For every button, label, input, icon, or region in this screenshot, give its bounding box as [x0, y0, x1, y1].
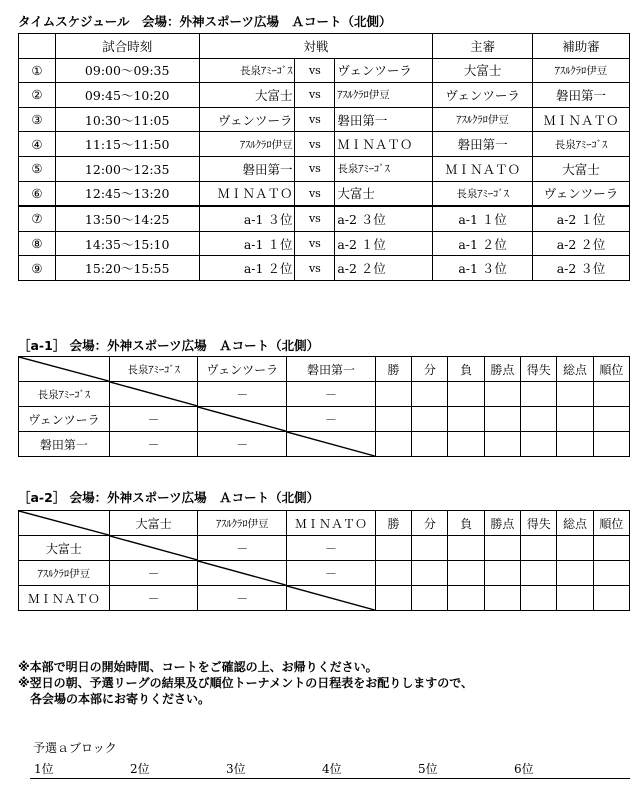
team-row-label: ヴェンツーラ [19, 407, 110, 432]
assistant-team: 磐田第一 [533, 83, 630, 108]
stat-cell [521, 382, 557, 407]
away-team: 長泉ｱﾐｰｺﾞｽ [335, 156, 433, 181]
away-team: a-2 ２位 [335, 256, 433, 281]
stat-header: 総点 [557, 511, 593, 536]
home-team: ＭＩＮＡＴＯ [199, 181, 295, 206]
stat-cell [412, 382, 448, 407]
referee-team: 長泉ｱﾐｰｺﾞｽ [433, 181, 533, 206]
league-a1-title: ［a-1］ 会場：外神スポーツ広場 Ａコート（北側） [18, 338, 320, 353]
result-cell: － [198, 432, 287, 457]
referee-team: a-1 １位 [433, 206, 533, 231]
match-number: ④ [19, 132, 56, 157]
away-team: ｱｽﾙｸﾗﾛ伊豆 [335, 83, 433, 108]
match-time: 12:00～12:35 [55, 156, 199, 181]
match-number: ⑧ [19, 231, 56, 256]
match-number: ⑦ [19, 206, 56, 231]
match-number: ① [19, 58, 56, 83]
stat-cell [448, 561, 484, 586]
match-time: 15:20～15:55 [55, 256, 199, 281]
stat-header: 得失 [521, 357, 557, 382]
result-cell: － [109, 407, 198, 432]
team-row-label: ＭＩＮＡＴＯ [19, 586, 110, 611]
assistant-team: 長泉ｱﾐｰｺﾞｽ [533, 132, 630, 157]
team-row-label: ｱｽﾙｸﾗﾛ伊豆 [19, 561, 110, 586]
schedule-row [19, 156, 630, 181]
stat-cell [557, 536, 593, 561]
self-match-cell [109, 536, 198, 561]
home-team: ヴェンツーラ [199, 107, 295, 132]
away-team: ＭＩＮＡＴＯ [335, 132, 433, 157]
schedule-row [19, 181, 630, 206]
vs-label: vs [295, 107, 335, 132]
schedule-row [19, 256, 630, 281]
team-row-label: 磐田第一 [19, 432, 110, 457]
home-team: a-1 ２位 [199, 256, 295, 281]
result-cell: － [287, 382, 376, 407]
vs-label: vs [295, 256, 335, 281]
match-time: 12:45～13:20 [55, 181, 199, 206]
stat-header: 分 [412, 357, 448, 382]
stat-cell [412, 561, 448, 586]
stat-header: 得失 [521, 511, 557, 536]
stat-header: 負 [448, 357, 484, 382]
result-cell: － [287, 407, 376, 432]
stat-header: 勝点 [484, 511, 520, 536]
league-a2-title: ［a-2］ 会場：外神スポーツ広場 Ａコート（北側） [18, 490, 320, 505]
notes [18, 659, 473, 707]
self-match-cell [287, 432, 376, 457]
home-team: 長泉ｱﾐｰｺﾞｽ [199, 58, 295, 83]
rank-label: 3位 [226, 762, 246, 776]
result-cell: － [109, 586, 198, 611]
league-row [19, 382, 630, 407]
home-team: 磐田第一 [199, 156, 295, 181]
rank-label: 2位 [130, 762, 150, 776]
stat-cell [448, 536, 484, 561]
referee-team: a-1 ３位 [433, 256, 533, 281]
result-cell: － [109, 561, 198, 586]
stat-cell [593, 382, 629, 407]
match-time: 13:50～14:25 [55, 206, 199, 231]
match-time: 14:35～15:10 [55, 231, 199, 256]
away-team: 大富士 [335, 181, 433, 206]
stat-cell [448, 407, 484, 432]
header-match: 対戦 [199, 34, 433, 59]
assistant-team: ヴェンツーラ [533, 181, 630, 206]
result-cell: － [109, 432, 198, 457]
schedule-row [19, 58, 630, 83]
stat-cell [521, 586, 557, 611]
schedule-row [19, 83, 630, 108]
header-time: 試合時刻 [55, 34, 199, 59]
match-time: 10:30～11:05 [55, 107, 199, 132]
schedule-row [19, 206, 630, 231]
stat-cell [521, 407, 557, 432]
rank-label: 5位 [418, 762, 438, 776]
self-match-cell [287, 586, 376, 611]
assistant-team: a-2 ３位 [533, 256, 630, 281]
team-column-header: 長泉ｱﾐｰｺﾞｽ [109, 357, 198, 382]
team-row-label: 長泉ｱﾐｰｺﾞｽ [19, 382, 110, 407]
stat-header: 勝点 [484, 357, 520, 382]
vs-label: vs [295, 231, 335, 256]
referee-team: 磐田第一 [433, 132, 533, 157]
team-column-header: 大富士 [109, 511, 198, 536]
league-row [19, 561, 630, 586]
league-row [19, 536, 630, 561]
vs-label: vs [295, 181, 335, 206]
vs-label: vs [295, 83, 335, 108]
stat-cell [593, 561, 629, 586]
stat-cell [484, 432, 520, 457]
stat-cell [557, 586, 593, 611]
stat-cell [484, 407, 520, 432]
self-match-cell [198, 561, 287, 586]
stat-cell [375, 382, 411, 407]
assistant-team: 大富士 [533, 156, 630, 181]
match-number: ② [19, 83, 56, 108]
team-column-header: ヴェンツーラ [198, 357, 287, 382]
schedule-title: タイムスケジュール 会場：外神スポーツ広場 Ａコート（北側） [18, 14, 392, 29]
team-row-label: 大富士 [19, 536, 110, 561]
schedule-row [19, 132, 630, 157]
stat-cell [484, 536, 520, 561]
assistant-team: ＭＩＮＡＴＯ [533, 107, 630, 132]
stat-cell [484, 586, 520, 611]
header-assistant: 補助審 [533, 34, 630, 59]
rank-line [30, 760, 630, 779]
header-referee: 主審 [433, 34, 533, 59]
schedule-header-row [19, 34, 630, 59]
stat-header: 勝 [375, 357, 411, 382]
match-time: 09:45～10:20 [55, 83, 199, 108]
stat-cell [375, 407, 411, 432]
assistant-team: a-2 ２位 [533, 231, 630, 256]
stat-header: 順位 [593, 511, 629, 536]
stat-cell [375, 536, 411, 561]
stat-cell [448, 432, 484, 457]
stat-cell [375, 586, 411, 611]
home-team: 大富士 [199, 83, 295, 108]
stat-cell [412, 432, 448, 457]
away-team: ヴェンツーラ [335, 58, 433, 83]
corner-cell [19, 511, 110, 536]
schedule-row [19, 107, 630, 132]
result-cell: － [198, 382, 287, 407]
team-column-header: ＭＩＮＡＴＯ [287, 511, 376, 536]
stat-cell [412, 407, 448, 432]
stat-cell [375, 432, 411, 457]
team-column-header: 磐田第一 [287, 357, 376, 382]
stat-header: 勝 [375, 511, 411, 536]
match-number: ⑥ [19, 181, 56, 206]
assistant-team: ｱｽﾙｸﾗﾛ伊豆 [533, 58, 630, 83]
assistant-team: a-2 １位 [533, 206, 630, 231]
block-title: 予選ａブロック [33, 741, 117, 755]
rank-label: 4位 [322, 762, 342, 776]
match-time: 09:00～09:35 [55, 58, 199, 83]
stat-cell [484, 561, 520, 586]
stat-cell [521, 432, 557, 457]
stat-cell [593, 586, 629, 611]
league-row [19, 586, 630, 611]
league-row [19, 432, 630, 457]
stat-header: 順位 [593, 357, 629, 382]
note-line: 各会場の本部にお寄りください。 [18, 692, 211, 706]
stat-cell [448, 586, 484, 611]
team-column-header: ｱｽﾙｸﾗﾛ伊豆 [198, 511, 287, 536]
stat-cell [593, 407, 629, 432]
match-number: ⑨ [19, 256, 56, 281]
rank-label: 6位 [514, 762, 534, 776]
stat-cell [557, 432, 593, 457]
league-row [19, 407, 630, 432]
match-number: ③ [19, 107, 56, 132]
rank-label: 1位 [34, 762, 54, 776]
home-team: ｱｽﾙｸﾗﾛ伊豆 [199, 132, 295, 157]
referee-team: ヴェンツーラ [433, 83, 533, 108]
stat-cell [412, 586, 448, 611]
stat-cell [521, 536, 557, 561]
header-no [19, 34, 56, 59]
vs-label: vs [295, 132, 335, 157]
stat-header: 総点 [557, 357, 593, 382]
self-match-cell [198, 407, 287, 432]
stat-header: 分 [412, 511, 448, 536]
away-team: 磐田第一 [335, 107, 433, 132]
stat-cell [557, 382, 593, 407]
stat-cell [412, 536, 448, 561]
stat-header: 負 [448, 511, 484, 536]
schedule-row [19, 231, 630, 256]
note-line: ※翌日の朝、予選リーグの結果及び順位トーナメントの日程表をお配りしますので、 [18, 676, 473, 690]
result-cell: － [287, 561, 376, 586]
result-cell: － [287, 536, 376, 561]
stat-cell [521, 561, 557, 586]
vs-label: vs [295, 206, 335, 231]
league-a1-table [18, 356, 630, 457]
vs-label: vs [295, 156, 335, 181]
note-line: ※本部で明日の開始時間、コートをご確認の上、お帰りください。 [18, 660, 378, 674]
stat-cell [375, 561, 411, 586]
home-team: a-1 ３位 [199, 206, 295, 231]
stat-cell [557, 407, 593, 432]
match-number: ⑤ [19, 156, 56, 181]
away-team: a-2 ３位 [335, 206, 433, 231]
schedule-table [18, 33, 630, 281]
result-cell: － [198, 536, 287, 561]
self-match-cell [109, 382, 198, 407]
stat-cell [448, 382, 484, 407]
referee-team: ＭＩＮＡＴＯ [433, 156, 533, 181]
league-header-row [19, 511, 630, 536]
result-cell: － [198, 586, 287, 611]
home-team: a-1 １位 [199, 231, 295, 256]
vs-label: vs [295, 58, 335, 83]
stat-cell [557, 561, 593, 586]
stat-cell [593, 432, 629, 457]
match-time: 11:15～11:50 [55, 132, 199, 157]
referee-team: a-1 ２位 [433, 231, 533, 256]
referee-team: 大富士 [433, 58, 533, 83]
league-a2-table [18, 510, 630, 611]
away-team: a-2 １位 [335, 231, 433, 256]
referee-team: ｱｽﾙｸﾗﾛ伊豆 [433, 107, 533, 132]
stat-cell [484, 382, 520, 407]
corner-cell [19, 357, 110, 382]
stat-cell [593, 536, 629, 561]
league-header-row [19, 357, 630, 382]
